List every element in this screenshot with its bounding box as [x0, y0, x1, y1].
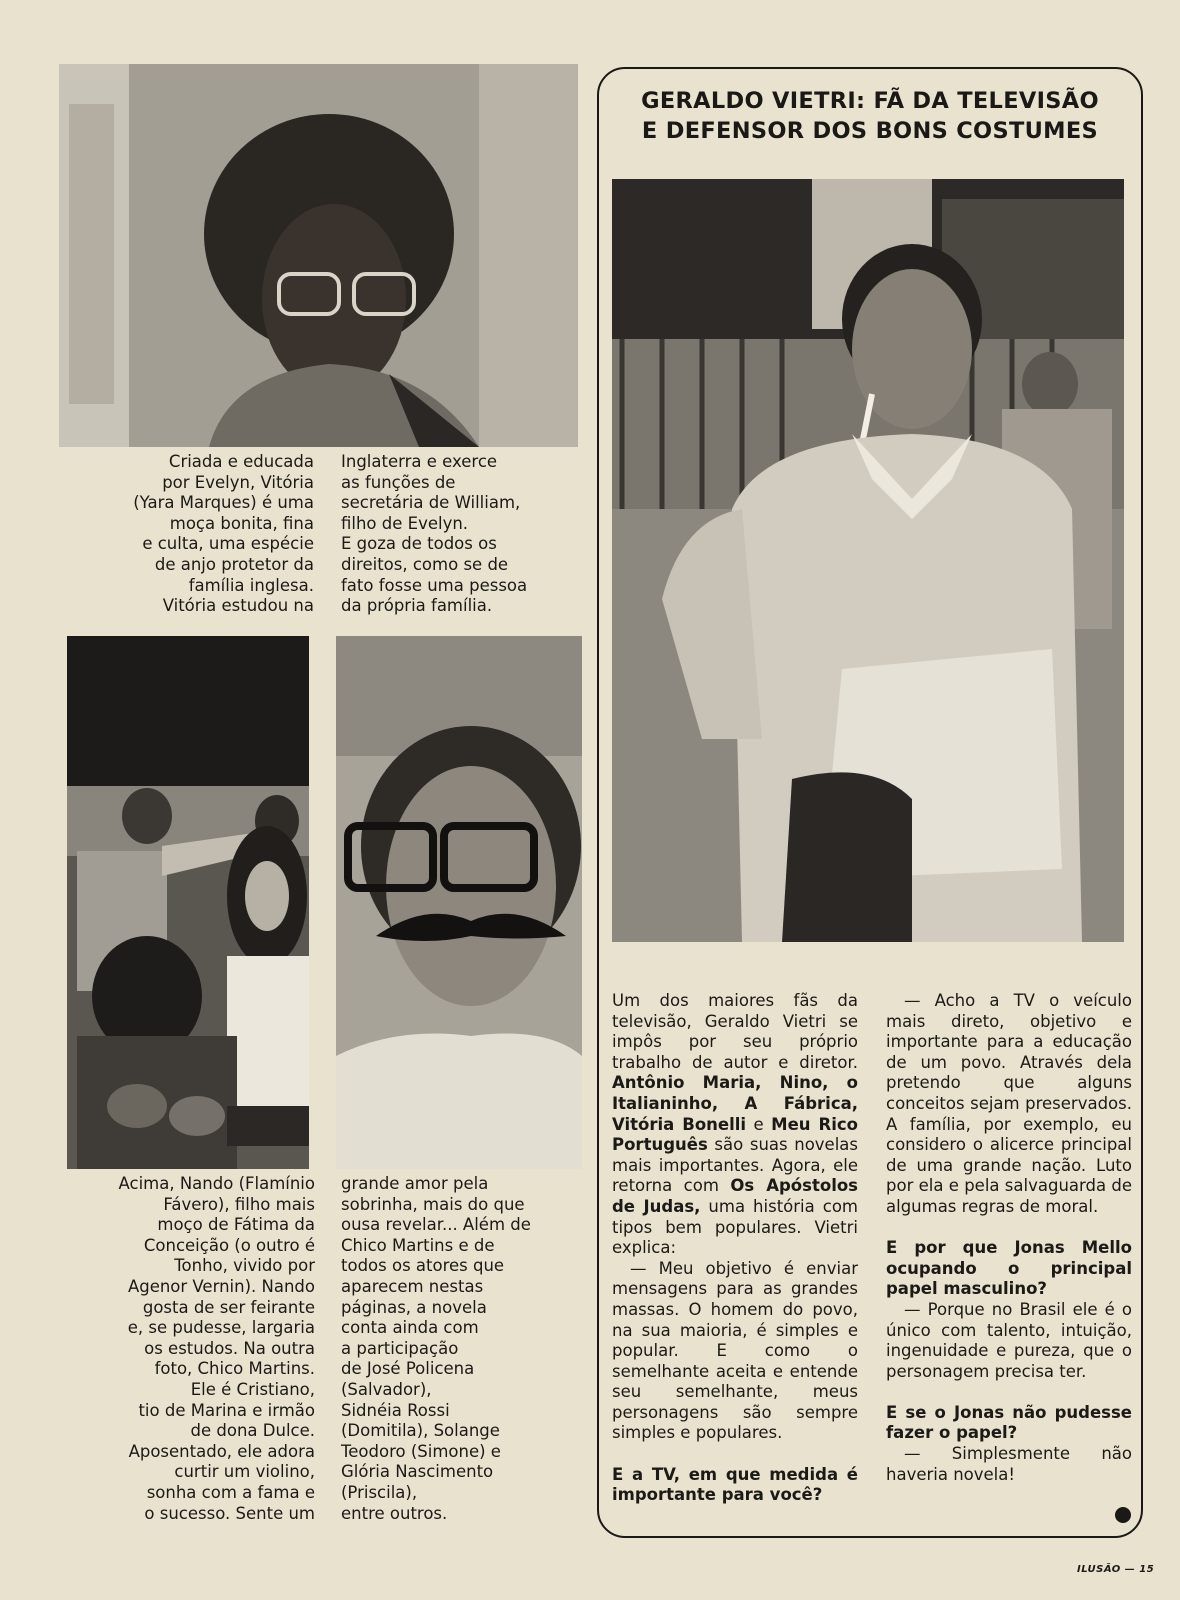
caption-line: (Priscila),: [341, 1482, 418, 1502]
caption-line: conta ainda com: [341, 1318, 479, 1338]
novel-title: Meu Rico Português: [612, 1114, 858, 1155]
caption-line: Ele é Cristiano,: [190, 1379, 315, 1399]
caption-line: Teodoro (Simone) e: [341, 1441, 501, 1461]
caption-line: moço de Fátima da: [157, 1215, 315, 1235]
photo-vitoria: [59, 64, 578, 447]
caption-line: Sidnéia Rossi: [341, 1400, 450, 1420]
caption-line: de dona Dulce.: [190, 1421, 315, 1441]
photo-chico-martins: [336, 636, 582, 1169]
headline-line-2: E DEFENSOR DOS BONS COSTUMES: [641, 118, 1099, 144]
caption-line: gosta de ser feirante: [142, 1297, 315, 1317]
caption-vitoria-col2: [341, 452, 581, 617]
intro-text: Um dos maiores fãs da televisão, Geraldo Vietri se impôs por seu próprio trabalho de autor e diretor.: [612, 991, 858, 1072]
photo-geraldo-vietri: [612, 179, 1124, 942]
caption-line: de José Policena: [341, 1359, 475, 1379]
caption-line: por Evelyn, Vitória: [162, 472, 314, 492]
caption-line: Criada e educada: [168, 452, 314, 471]
caption-line: (Yara Marques) é uma: [133, 493, 314, 513]
novel-title: Os Apóstolos de Judas,: [612, 1176, 859, 1216]
caption-line: todos os atores que: [341, 1256, 505, 1276]
intro-text: uma história com tipos bem populares. Vietri explica:: [612, 1196, 858, 1258]
caption-line: entre outros.: [341, 1503, 448, 1523]
caption-line: da própria família.: [341, 596, 493, 616]
caption-line: páginas, a novela: [341, 1297, 487, 1317]
sidebar-column-1: [612, 991, 858, 1506]
caption-line: Chico Martins e de: [341, 1235, 495, 1255]
caption-vitoria-col1: [100, 452, 314, 617]
caption-line: Aposentado, ele adora: [128, 1441, 315, 1461]
caption-line: tio de Marina e irmão: [138, 1400, 315, 1420]
caption-line: filho de Evelyn.: [341, 513, 469, 533]
caption-line: Agenor Vernin). Nando: [127, 1276, 315, 1296]
caption-line: de anjo protetor da: [154, 554, 314, 574]
page-footer: ILUSÃO — 15: [1077, 1564, 1155, 1575]
caption-line: aparecem nestas: [341, 1276, 484, 1296]
caption-line: as funções de: [341, 472, 456, 492]
sidebar-headline: [600, 86, 1140, 146]
caption-line: (Salvador),: [341, 1379, 432, 1399]
caption-line: foto, Chico Martins.: [154, 1359, 315, 1379]
caption-line: Fávero), filho mais: [163, 1194, 315, 1214]
caption-line: Vitória estudou na: [162, 596, 314, 616]
caption-nando-col2: [341, 1174, 586, 1524]
caption-line: e culta, uma espécie: [142, 534, 314, 554]
caption-line: fato fosse uma pessoa: [341, 575, 528, 595]
caption-line: Acima, Nando (Flamínio: [118, 1174, 315, 1193]
answer-paragraph: — Acho a TV o veículo mais direto, objetivo e importante para a educação de um povo. Através dela pretendo que alguns conceitos sejam preservados. A família, por exemplo, eu considero o alicerce principal de uma grande nação. Luto por ela e pela salvaguarda de algumas regras de moral.: [886, 991, 1132, 1216]
caption-line: curtir um violino,: [174, 1462, 315, 1482]
answer-paragraph: — Meu objetivo é enviar mensagens para as grandes massas. O homem do povo, na sua maioria, é simples e popular. E como o semelhante aceita e entende seu semelhante, meus personagens são sempre simples e populares.: [612, 1258, 858, 1443]
caption-line: o sucesso. Sente um: [144, 1503, 315, 1523]
caption-line: Inglaterra e exerce: [341, 452, 498, 471]
caption-line: Conceição (o outro é: [143, 1235, 315, 1255]
caption-line: os estudos. Na outra: [144, 1338, 315, 1358]
photo-nando: [67, 636, 309, 1169]
caption-line: grande amor pela: [341, 1174, 489, 1193]
intro-text: e: [753, 1114, 764, 1134]
answer-paragraph: — Porque no Brasil ele é o único com talento, intuição, ingenuidade e pureza, que o personagem precisa ter.: [886, 1299, 1132, 1381]
caption-line: Glória Nascimento: [341, 1462, 494, 1482]
caption-line: família inglesa.: [188, 575, 314, 595]
intro-text: são suas novelas mais importantes. Agora, ele retorna com: [612, 1135, 858, 1196]
caption-line: sobrinha, mais do que: [341, 1194, 525, 1214]
caption-line: secretária de William,: [341, 493, 521, 513]
caption-line: ousa revelar... Além de: [341, 1215, 531, 1235]
question-text: E a TV, em que medida é importante para você?: [612, 1464, 858, 1505]
question-text: E se o Jonas não pudesse fazer o papel?: [886, 1402, 1132, 1443]
caption-line: Tonho, vivido por: [174, 1256, 315, 1276]
caption-line: direitos, como se de: [341, 554, 509, 574]
caption-line: sonha com a fama e: [146, 1482, 315, 1502]
caption-line: E goza de todos os: [341, 534, 497, 554]
caption-nando-col1: [80, 1174, 315, 1524]
caption-line: moça bonita, fina: [169, 513, 314, 533]
sidebar-column-2: [886, 991, 1132, 1485]
novel-titles: Antônio Maria, Nino, o Italianinho, A Fábrica, Vitória Bonelli: [612, 1073, 858, 1134]
intro-paragraph: [612, 991, 858, 1259]
caption-line: e, se pudesse, largaria: [127, 1318, 315, 1338]
caption-line: (Domitila), Solange: [341, 1421, 500, 1441]
end-bullet-icon: [1115, 1507, 1131, 1523]
headline-line-1: GERALDO VIETRI: FÃ DA TELEVISÃO: [641, 88, 1099, 114]
question: [886, 1403, 1132, 1444]
question-text: E por que Jonas Mello ocupando o principal papel masculino?: [886, 1238, 1132, 1299]
question: [886, 1238, 1132, 1300]
answer-paragraph: — Simplesmente não haveria novela!: [886, 1444, 1132, 1484]
question: [612, 1465, 858, 1506]
caption-line: a participação: [341, 1338, 459, 1358]
